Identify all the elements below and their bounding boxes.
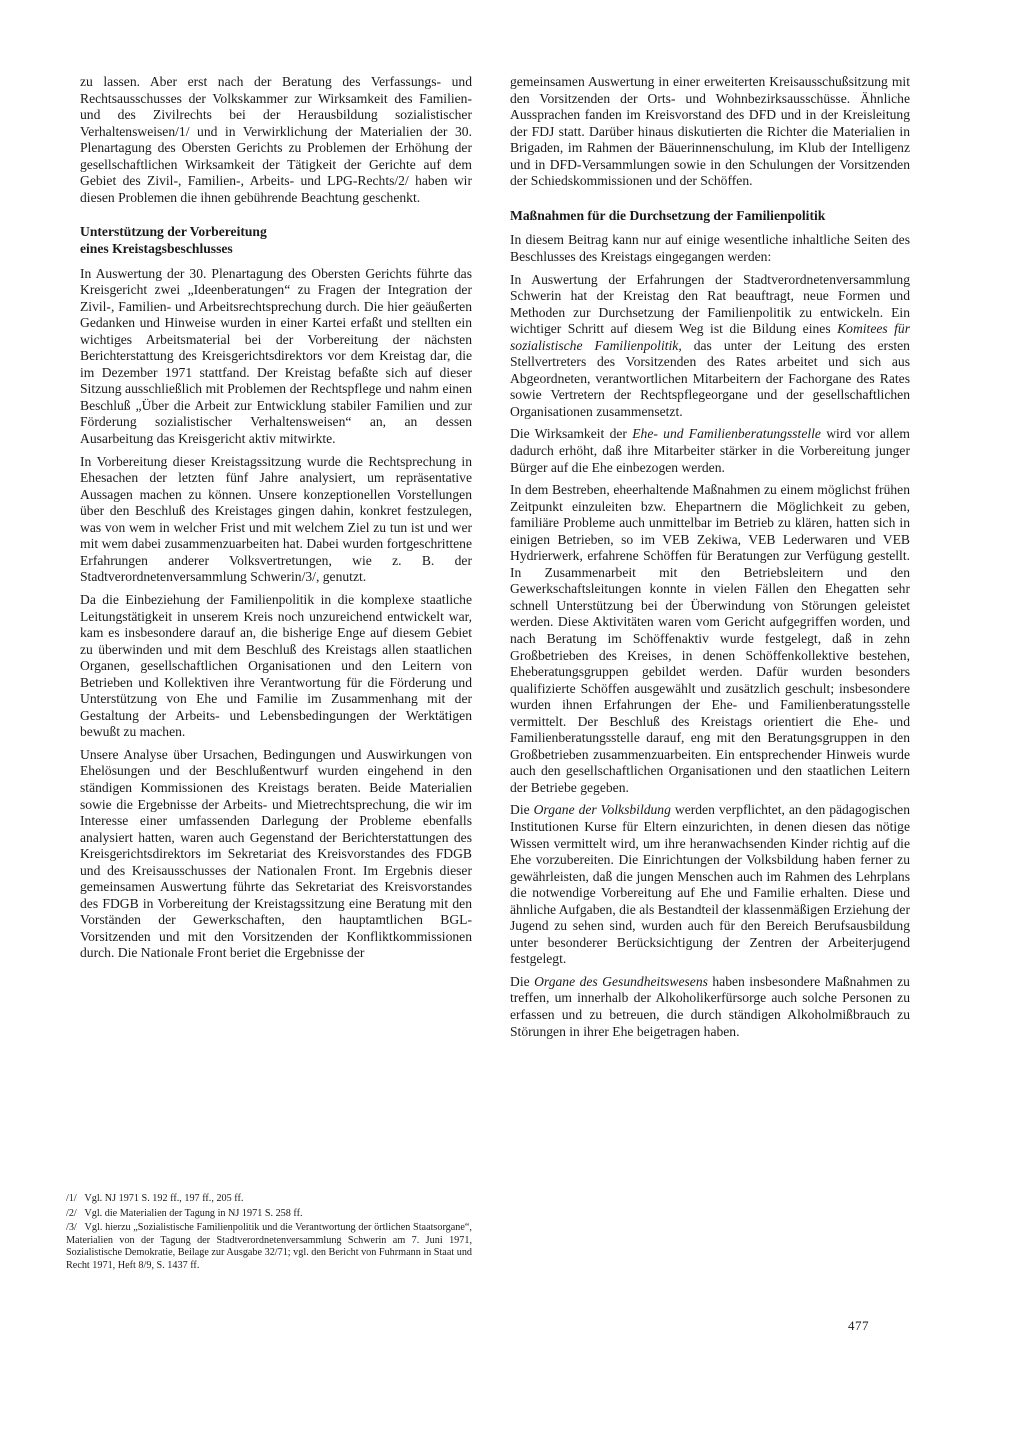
paragraph xyxy=(510,802,910,967)
paragraph: Unsere Analyse über Ursachen, Bedingungen und Auswirkungen von Ehelösungen und der Beschlußentwurf wurden eingehend in den ständigen Kommissionen des Kreistags beraten. Beide Materialien sowie die Ergebnisse der Arbeits- und Mietrechtsprechung, die wir im Interesse einer umfassenden Darlegung der Probleme ebenfalls analysiert hatten, waren auch Gegenstand der Berichterstattungen des Kreisgerichtsdirektors im Sekretariat des Kreisvorstandes des FDGB und des Kreisausschusses der Nationalen Front. Im Ergebnis dieser gemeinsamen Auswertung führte das Sekretariat des Kreisvorstandes des FDGB in Vorbereitung der Kreistagssitzung eine Beratung mit den Vorständen der Gewerkschaften, den hauptamtlichen BGL-Vorsitzenden und mit den Vorsitzenden der Konfliktkommissionen durch. Die Nationale Front beriet die Ergebnisse der xyxy=(80,746,472,961)
section-heading: Maßnahmen für die Durchsetzung der Familienpolitik xyxy=(510,207,826,223)
footnote xyxy=(66,1222,472,1272)
paragraph xyxy=(510,426,910,476)
page-number: 477 xyxy=(848,1318,869,1333)
right-column xyxy=(510,74,910,1046)
text-run: wird vor allem dadurch erhöht, daß ihre Mitarbeiter stärker in die Vorbereitung junger Bürger auf die Ehe einbezogen werden. xyxy=(510,426,910,475)
footnote-ref: /3/ xyxy=(66,1222,77,1234)
paragraph: In dem Bestreben, eheerhaltende Maßnahmen zu einem möglichst frühen Zeitpunkt einzuleiten bzw. Ehepartnern die Möglichkeit zu geben, familiäre Probleme auch unmittelbar im Betrieb zu klären, hatten sich in einigen Betrieben, so im VEB Zekiwa, VEB Lederwaren und VEB Hydrierwerk, erfahrene Schöffen für Beratungen zur Verfügung gestellt. In Zusammenarbeit mit den Betriebsleitern und den Gewerkschaftsleitungen konnte in vielen Fällen den Ehegatten sehr schnell Unterstützung bei der Überwindung von Störungen geleistet werden. Diese Aktivitäten waren vom Gericht aufgegriffen worden, und nach Beratung im Schöffenaktiv wurde festgelegt, daß in zehn Großbetrieben des Kreises, in denen Schöffenkollektive bestehen, Eheberatungsgruppen gebildet werden. Dafür wurden besonders qualifizierte Schöffen ausgewählt und zusätzlich geschult; insbesondere wurden ihnen Erfahrungen der Ehe- und Familienberatungsstelle vermittelt. Der Beschluß des Kreistags orientiert die Ehe- und Familienberatungsstelle darauf, eng mit den Beratungsgruppen in den Großbetrieben zusammenzuarbeiten. Ein entsprechender Hinweis wurde auch den gesellschaftlichen Organisationen und den staatlichen Leitern der Betriebe gegeben. xyxy=(510,482,910,795)
paragraph: zu lassen. Aber erst nach der Beratung des Verfassungs- und Rechtsausschusses der Volkskammer zur Wirksamkeit des Familien- und des Zivilrechts bei der Herausbildung sozialistischer Verhaltensweisen/1/ und in Verwirklichung der Materialien der 30. Plenartagung des Obersten Gerichts zu Problemen der Erhöhung der gesellschaftlichen Wirksamkeit der Tätigkeit der Gerichte auf dem Gebiet des Zivil-, Familien-, Arbeits- und LPG-Rechts/2/ haben wir diesen Problemen die ihnen gebührende Beachtung geschenkt. xyxy=(80,74,472,205)
paragraph: In diesem Beitrag kann nur auf einige wesentliche inhaltliche Seiten des Beschlusses des Kreistags eingegangen werden: xyxy=(510,232,910,264)
paragraph: Da die Einbeziehung der Familienpolitik in die komplexe staatliche Leitungstätigkeit in unserem Kreis noch unzureichend entwickelt war, kam es insbesondere darauf an, die bisherige Enge auf diesem Gebiet zu überwinden und mit dem Beschluß des Kreistags allen staatlichen Organen, gesellschaftlichen Organisationen und den Leitern von Betrieben und Kollektiven ihre Verantwortung für die Förderung und Unterstützung von Ehe und Familie im Zusammenhang mit der Gestaltung der Arbeits- und Lebensbedingungen der Werktätigen bewußt zu machen. xyxy=(80,591,472,740)
text-run: Die Wirksamkeit der xyxy=(510,426,627,442)
section-heading-line: Unterstützung der Vorbereitung xyxy=(80,224,267,240)
section-heading xyxy=(80,224,472,257)
text-run: haben insbesondere Maßnahmen zu treffen, um innerhalb der Alkoholikerfürsorge auch solche Personen zu erfassen und zu betreuen, die durch ständigen Alkoholmißbrauch zu Störungen in ihrer Ehe beigetragen haben. xyxy=(510,973,910,1039)
footnote-ref: /1/ xyxy=(66,1193,77,1204)
paragraph xyxy=(510,974,910,1040)
text-run: Die xyxy=(510,802,530,818)
paragraph: In Auswertung der 30. Plenartagung des Obersten Gerichts führte das Kreisgericht zwei „Ideenberatungen“ zu Fragen der Integration der Zivil-, Familien- und Arbeitsrechtsprechung durch. Die hier geäußerten Gedanken und Hinweise wurden in einer Kartei erfaßt und stellten ein wichtiges Arbeitsmaterial bei der Vorbereitung der nächsten Berichterstattung des Kreisgerichtsdirektors vor dem Kreistag dar, die im Dezember 1971 stattfand. Der Kreistag befaßte sich auf dieser Sitzung ausschließlich mit Problemen der Rechtspflege und nahm einen Beschluß „Über die Arbeit zur Entwicklung stabiler Familien und zur Förderung sozialistischer Verhaltensweisen“ an, an dessen Ausarbeitung das Kreisgericht aktiv mitwirkte. xyxy=(80,265,472,447)
paragraph: In Vorbereitung dieser Kreistagssitzung wurde die Rechtsprechung in Ehesachen der letzten fünf Jahre analysiert, um repräsentative Aussagen machen zu können. Unsere konzeptionellen Vorstellungen über den Beschluß des Kreistages gingen dahin, konkret festzulegen, was von wem in welcher Frist und mit welchem Ziel zu tun ist und wer mit wem dabei zusammenzuarbeiten hat. Dabei wurden fortgeschrittene Erfahrungen anderer Volksvertretungen, wie z. B. der Stadtverordnetenversammlung Schwerin/3/, genutzt. xyxy=(80,453,472,585)
left-column xyxy=(80,74,472,968)
footnote-text: Vgl. hierzu „Sozialistische Familienpolitik und die Verantwortung der örtlichen Staatsorgane“, Materialien von der Tagung der Stadtverordnetenversammlung Schwerin am 7. Juni 1971, Sozialistische Demokratie, Beilage zur Ausgabe 32/71; vgl. den Bericht von Fuhrmann in Staat und Recht 1971, Heft 8/9, S. 1437 ff. xyxy=(66,1222,473,1271)
emphasis: Organe der Volksbildung xyxy=(533,802,671,818)
footnote xyxy=(66,1193,472,1206)
footnote-text: Vgl. NJ 1971 S. 192 ff., 197 ff., 205 ff. xyxy=(84,1193,244,1204)
footnotes xyxy=(66,1193,472,1275)
paragraph xyxy=(510,272,910,421)
footnote-text: Vgl. die Materialien der Tagung in NJ 1971 S. 258 ff. xyxy=(84,1207,303,1219)
emphasis: Organe des Gesundheitswesens xyxy=(534,973,708,989)
footnote-ref: /2/ xyxy=(66,1207,77,1219)
paragraph: gemeinsamen Auswertung in einer erweiterten Kreisausschußsitzung mit den Vorsitzenden der Orts- und Wohnbezirksausschüsse. Ähnliche Aussprachen fanden im Kreisvorstand des DFD und in der Kreisleitung der FDJ statt. Darüber hinaus diskutierten die Richter die Materialien in Brigaden, im Rahmen der Bäuerinnenschulung, im Klub der Intelligenz und in DFD-Versammlungen sowie in den Schulungen der Vorsitzenden der Schiedskommissionen und der Schöffen. xyxy=(510,74,910,189)
text-run: werden verpflichtet, an den pädagogischen Institutionen Kurse für Eltern einzurichten, in denen diesen das nötige Wissen vermittelt wird, um ihre heranwachsenden Kinder richtig auf die Ehe vorzubereiten. Die Einrichtungen der Volksbildung haben ferner zu gewährleisten, daß die jungen Menschen auch im Rahmen des Lehrplans die notwendige Vorbereitung auf Ehe und Familie erhalten. Diese und ähnliche Aufgaben, die als Bestandteil der klassenmäßigen Erziehung der Jugend zu sehen sind, wurden auch für den Bereich Berufsausbildung unter besonderer Berücksichtigung der Zentren der Arbeiterjugend festgelegt. xyxy=(510,802,910,967)
text-run: das unter der Leitung des ersten Stellvertreters des Vorsitzenden des Rates arbeitet und sich aus Abgeordneten, verantwortlichen Mitarbeitern der Fachorgane des Rates sowie Vertretern der Rechtspflegeorgane und der gesellschaftlichen Organisationen zusammensetzt. xyxy=(510,337,910,419)
text-run: In Auswertung der Erfahrungen der Stadtverordnetenversammlung Schwerin hat der Kreistag den Rat beauftragt, neue Formen und Methoden zur Durchsetzung der Familienpolitik zu entwickeln. Ein wichtiger Schritt auf diesem Weg ist die Bildung eines xyxy=(510,271,910,337)
footnote xyxy=(66,1208,472,1221)
emphasis: Ehe- und Familienberatungsstelle xyxy=(632,426,821,442)
text-run: Die xyxy=(510,973,530,989)
emphasis: Komitees für sozialistische Familienpolitik, xyxy=(510,321,911,353)
section-heading-line: eines Kreistagsbeschlusses xyxy=(80,240,233,256)
